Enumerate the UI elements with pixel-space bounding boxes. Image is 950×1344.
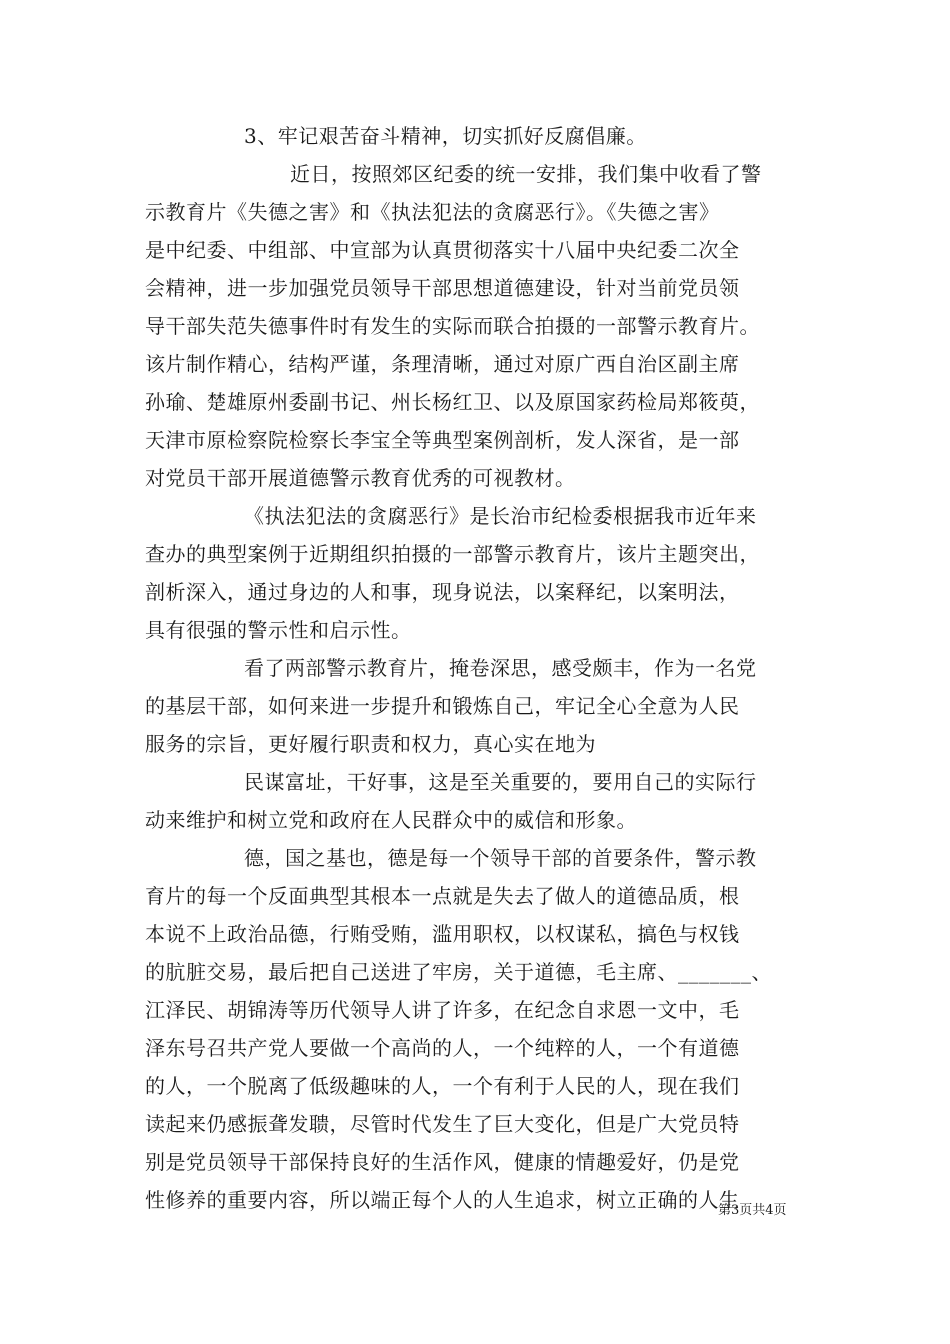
text-line: 服务的宗旨，更好履行职责和权力，真心实在地为	[145, 732, 596, 756]
text-line: 读起来仍感振聋发聩，尽管时代发生了巨大变化，但是广大党员特	[145, 1112, 740, 1136]
text-line: 育片的每一个反面典型其根本一点就是失去了做人的道德品质，根	[145, 884, 740, 908]
text-line: 看了两部警示教育片，掩卷深思，感受颇丰，作为一名党	[244, 656, 757, 680]
section-heading: 3、牢记艰苦奋斗精神，切实抓好反腐倡廉。	[244, 124, 647, 148]
text-line: 德，国之基也，德是每一个领导干部的首要条件，警示教	[244, 846, 757, 870]
text-line: 的基层干部，如何来进一步提升和锻炼自己，牢记全心全意为人民	[145, 694, 740, 718]
text-line: 近日，按照郊区纪委的统一安排，我们集中收看了警	[290, 162, 762, 186]
text-line: 导干部失范失德事件时有发生的实际而联合拍摄的一部警示教育片。	[145, 314, 760, 338]
text-line: 泽东号召共产党人要做一个高尚的人，一个纯粹的人，一个有道德	[145, 1036, 740, 1060]
text-line: 的肮脏交易，最后把自己送进了牢房，关于道德，毛主席、_______、	[145, 960, 772, 984]
text-line: 是中纪委、中组部、中宣部为认真贯彻落实十八届中央纪委二次全	[145, 238, 740, 262]
text-line: 该片制作精心，结构严谨，条理清晰，通过对原广西自治区副主席	[145, 352, 740, 376]
text-line: 动来维护和树立党和政府在人民群众中的威信和形象。	[145, 808, 637, 832]
text-line: 具有很强的警示性和启示性。	[145, 618, 412, 642]
text-line: 会精神，进一步加强党员领导干部思想道德建设，针对当前党员领	[145, 276, 740, 300]
text-line: 江泽民、胡锦涛等历代领导人讲了许多，在纪念自求恩一文中，毛	[145, 998, 740, 1022]
text-line: 查办的典型案例于近期组织拍摄的一部警示教育片，该片主题突出，	[145, 542, 760, 566]
text-line: 示教育片《失德之害》和《执法犯法的贪腐恶行》。《失德之害》	[145, 200, 720, 224]
text-line: 孙瑜、楚雄原州委副书记、州长杨红卫、以及原国家药检局郑筱萸，	[145, 390, 760, 414]
text-line: 的人，一个脱离了低级趣味的人，一个有利于人民的人，现在我们	[145, 1074, 740, 1098]
text-line: 对党员干部开展道德警示教育优秀的可视教材。	[145, 466, 576, 490]
text-line: 别是党员领导干部保持良好的生活作风，健康的情趣爱好，仍是党	[145, 1150, 740, 1174]
page-number-footer: 第3页共4页	[718, 1203, 787, 1218]
text-line: 本说不上政治品德，行贿受贿，滥用职权，以权谋私，搞色与权钱	[145, 922, 740, 946]
text-line: 性修养的重要内容，所以端正每个人的人生追求，树立正确的人生	[145, 1188, 740, 1212]
text-line: 天津市原检察院检察长李宝全等典型案例剖析，发人深省，是一部	[145, 428, 740, 452]
text-line: 《执法犯法的贪腐恶行》是长治市纪检委根据我市近年来	[244, 504, 757, 528]
text-line: 民谋富址，干好事，这是至关重要的，要用自己的实际行	[244, 770, 757, 794]
text-line: 剖析深入，通过身边的人和事，现身说法，以案释纪，以案明法，	[145, 580, 740, 604]
